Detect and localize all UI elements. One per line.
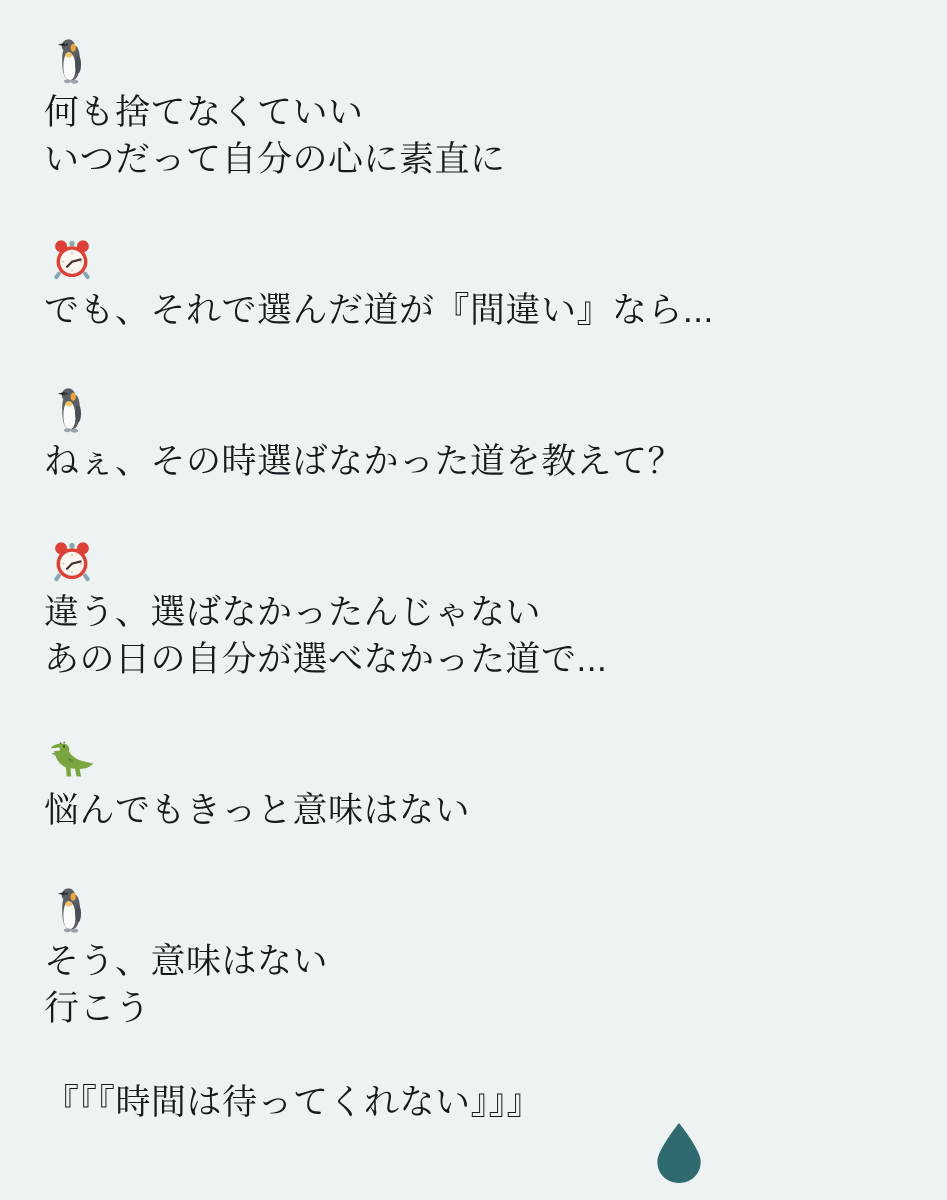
droplet-icon bbox=[653, 1122, 705, 1184]
poem-line: 違う、選ばなかったんじゃない bbox=[44, 593, 542, 632]
poem-line: いつだって自分の心に素直に bbox=[44, 140, 506, 179]
speaker-emoji-line bbox=[44, 532, 714, 589]
penguin-emoji-icon bbox=[56, 38, 86, 84]
stanza-6 bbox=[44, 881, 714, 1032]
stanza-1 bbox=[44, 32, 714, 183]
penguin-emoji-icon bbox=[56, 387, 86, 433]
t-rex-emoji-icon bbox=[49, 740, 95, 778]
closing-line: 『『『時間は待ってくれない』』』 bbox=[44, 1083, 543, 1122]
poem-line: ねぇ、その時選ばなかった道を教えて？ bbox=[44, 442, 684, 481]
speaker-emoji-line bbox=[44, 381, 714, 438]
poem-line: でも、それで選んだ道が『間違い』なら... bbox=[44, 291, 714, 330]
speaker-emoji-line bbox=[44, 730, 714, 787]
penguin-emoji-icon bbox=[56, 887, 86, 933]
poem-line: 何も捨てなくていい bbox=[44, 93, 364, 132]
speaker-emoji-line bbox=[44, 32, 714, 89]
poem-content bbox=[44, 32, 714, 1126]
alarm-clock-emoji-icon bbox=[52, 238, 92, 280]
stanza-5 bbox=[44, 730, 714, 834]
speaker-emoji-line bbox=[44, 230, 714, 287]
poem-line: あの日の自分が選べなかった道で... bbox=[44, 640, 608, 679]
stanza-4 bbox=[44, 532, 714, 683]
stanza-3 bbox=[44, 381, 714, 485]
poem-line: そう、意味はない bbox=[44, 942, 329, 981]
poem-line: 悩んでもきっと意味はない bbox=[44, 791, 471, 830]
poem-line: 行こう bbox=[44, 989, 151, 1028]
alarm-clock-emoji-icon bbox=[52, 540, 92, 582]
stanza-2 bbox=[44, 230, 714, 334]
speaker-emoji-line bbox=[44, 881, 714, 938]
